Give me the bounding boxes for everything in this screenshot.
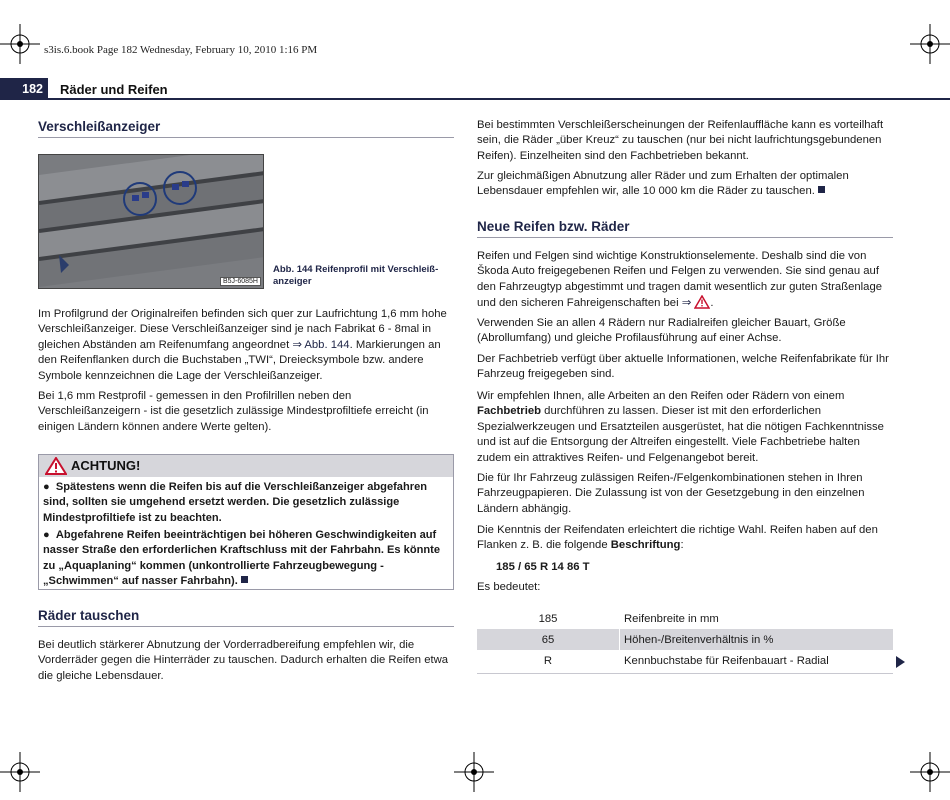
paragraph-swap-interval (477, 169, 893, 200)
section-title-swap-wheels: Räder tauschen (38, 608, 140, 623)
end-marker-icon (818, 186, 825, 193)
table-row (477, 650, 893, 671)
registration-mark-top-right (910, 24, 950, 64)
tire-tread-illustration (39, 155, 264, 289)
warning-triangle-icon[interactable] (694, 295, 710, 314)
table-cell-code: R (543, 654, 553, 667)
section-title-wear-indicator: Verschleißanzeiger (38, 119, 161, 134)
text-run: durchführen zu lassen. Dieser ist mit den erforderlichen Spezialwerkzeugen und Ersatzteilen ausgerüstet, hat die nötigen Fachkenntnisse und ist auf die Entsorgung der Altreifen eingestellt. Viele Fachbetriebe halten zudem ein attraktives Reifen- und Felgenangebot bereit. (477, 405, 884, 464)
paragraph-wear-indicator-2: Bei 1,6 mm Restprofil - gemessen in den Profilrillen neben den Verschleißanzeigern - ist die gesetzlich zulässige Mindestprofiltiefe erreicht (in einigen Ländern können andere Werte gelten). (38, 390, 429, 433)
chapter-title: Räder und Reifen (60, 82, 168, 97)
text-run: Wir empfehlen Ihnen, alle Arbeiten an den Reifen oder Rädern von einem (477, 390, 845, 402)
table-cell-code: 185 (538, 612, 558, 625)
figure-code: B5J-6085H (220, 277, 261, 286)
end-marker-icon (241, 576, 248, 583)
paragraph-new-tires-1: Reifen und Felgen sind wichtige Konstruktionselemente. Deshalb sind die von Škoda Auto freigegebenen Reifen und Felgen zu verwenden. Sie sind genau auf den Fahrzeugtyp abgestimmt und tragen damit wesentlich zur guten Straßenlage und den sicheren Fahreigenschaften bei ⇒ . (477, 249, 893, 315)
section-divider (38, 137, 454, 138)
section-divider (38, 626, 454, 627)
table-cell-meaning: Kennbuchstabe für Reifenbauart - Radial (620, 650, 894, 671)
text-run: Reifen und Felgen sind wichtige Konstruktionselemente. Deshalb sind die von Škoda Auto freigegebenen Reifen und Felgen zu verwenden. Sie sind genau auf den Fahrzeugtyp abgestimmt und tragen damit wesentlich zur guten Straßenlage und den sicheren Fahreigenschaften bei (477, 250, 883, 310)
warning-item-text: Spätestens wenn die Reifen bis auf die Verschleißanzeiger abgefahren sind, sollten sie umgehend ersetzt werden. Die gesetzlich zulässige Mindestprofiltiefe ist zu beachten. (43, 481, 428, 524)
warning-box (38, 454, 454, 590)
continue-arrow-icon[interactable] (896, 656, 905, 668)
paragraph-swap-wheels: Bei deutlich stärkerer Abnutzung der Vorderradbereifung empfehlen wir, die Vorderräder gegen die Hinterräder zu tauschen. Dadurch erhalten die Reifen etwa die gleiche Lebensdauer. (38, 639, 449, 682)
print-header: s3is.6.book Page 182 Wednesday, February 10, 2010 1:16 PM (44, 44, 318, 56)
registration-mark-bottom-center (454, 752, 494, 792)
registration-mark-bottom-left (0, 752, 40, 792)
page-number: 182 (0, 78, 48, 100)
section-divider (477, 237, 893, 238)
warning-header (39, 455, 453, 477)
table-cell-code: 65 (477, 629, 620, 650)
figure-caption: Abb. 144 Reifenprofil mit Verschleiß-anzeiger (273, 264, 439, 287)
figure-link[interactable]: Abb. 144 (304, 338, 350, 351)
arrow-ref-icon: ⇒ (292, 338, 302, 351)
text-run: Zur gleichmäßigen Abnutzung aller Räder und zum Erhalten der optimalen Lebensdauer empfehlen wir, alle 10 000 km die Räder zu tauschen. (477, 170, 849, 198)
table-cell-meaning: Reifenbreite in mm (620, 608, 894, 629)
paragraph-new-tires-2: Verwenden Sie an allen 4 Rädern nur Radialreifen gleicher Bauart, Größe (Abrollumfang) und gleiche Profilausführung auf einer Achse. (477, 317, 846, 345)
warning-item-1: ● Spätestens wenn die Reifen bis auf die Verschleißanzeiger abgefahren sind, sollten sie umgehend ersetzt werden. Die gesetzlich zulässige Mindestprofiltiefe ist zu beachten. (43, 481, 428, 524)
table-row (477, 629, 893, 650)
table-bottom-rule (477, 673, 893, 674)
registration-mark-bottom-right (910, 752, 950, 792)
paragraph-new-tires-6 (477, 523, 893, 554)
paragraph-new-tires-4 (477, 389, 893, 466)
arrow-ref-icon: ⇒ (681, 297, 692, 310)
paragraph-new-tires-5: Die für Ihr Fahrzeug zulässigen Reifen-/Felgenkombinationen stehen in Ihren Fahrzeugpapieren. Die Zulassung ist von der Gesetzgebung in den einzelnen Ländern abhängig. (477, 472, 865, 515)
text-run-bold: Fachbetrieb (477, 405, 542, 418)
tire-size-code: 185 / 65 R 14 86 T (496, 561, 590, 573)
tire-code-table (477, 608, 893, 671)
warning-item-text: Abgefahrene Reifen beeinträchtigen bei höheren Geschwindigkeiten auf nasser Straße den erforderlichen Kraftschluss mit der Fahrbahn. Es könnte zu „Aquaplaning“ kommen (unkontrollierte Fahrzeugbewegung - „Schwimmen“ auf nasser Fahrbahn). (43, 529, 441, 587)
header-divider (48, 98, 950, 100)
text-run-bold: Beschriftung (610, 539, 681, 552)
paragraph-meaning: Es bedeutet: (477, 581, 541, 593)
warning-triangle-icon (45, 457, 67, 480)
paragraph-wear-indicator-1 (38, 307, 454, 384)
section-title-new-tires: Neue Reifen bzw. Räder (477, 219, 630, 234)
text-run: Im Profilgrund der Originalreifen befinden sich quer zur Laufrichtung 1,6 mm hohe Verschleißanzeiger. Diese Verschleißanzeiger sind je nach Fabrikat 6 - 8mal in gleichen Abständen am Reifenumfang angeordnet (38, 308, 447, 351)
text-run: . Markierungen an den Reifenflanken durch die Buchstaben „TWI“, Dreiecksymbole bzw. andere Symbole kennzeichnen die Lage der Verschleißanzeiger. (38, 338, 441, 382)
paragraph-new-tires-3: Der Fachbetrieb verfügt über aktuelle Informationen, welche Reifenfabrikate für Ihr Fahrzeug freigegeben sind. (477, 353, 889, 381)
table-row (477, 608, 893, 629)
table-cell-meaning: Höhen-/Breitenverhältnis in % (620, 629, 894, 650)
tire-tread-figure (38, 154, 264, 289)
warning-title: ACHTUNG! (71, 458, 141, 473)
text-run: Die Kenntnis der Reifendaten erleichtert die richtige Wahl. Reifen haben auf den Flanken z. B. die folgende (477, 524, 878, 552)
registration-mark-top-left (0, 24, 40, 64)
paragraph-cross-swap: Bei bestimmten Verschleißerscheinungen der Reifenlauffläche kann es vorteilhaft sein, die Räder „über Kreuz“ zu tauschen (nur bei nicht laufrichtungsgebundenen Reifen). Einzelheiten sind den Fachbetrieben bekannt. (477, 119, 884, 162)
text-run: : (680, 539, 684, 552)
warning-item-2: ● Abgefahrene Reifen beeinträchtigen bei höheren Geschwindigkeiten auf nasser Straße den erforderlichen Kraftschluss mit der Fahrbahn. Es könnte zu „Aquaplaning“ kommen (unkontrollierte Fahrzeugbewegung - „Schwimmen“ auf nasser Fahrbahn). (43, 529, 441, 587)
